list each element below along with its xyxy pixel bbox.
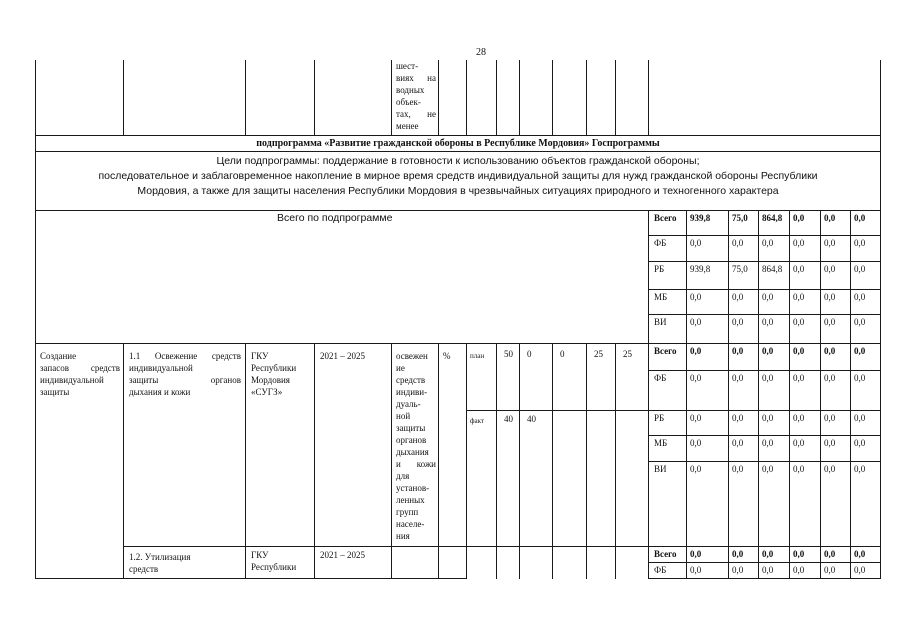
- total-row-value: 0,0: [690, 292, 702, 302]
- grid-line: [728, 210, 729, 344]
- task2-row-value: 0,0: [793, 549, 805, 559]
- task-row-label: Всего: [654, 346, 677, 356]
- task2-row-value: 0,0: [732, 565, 744, 575]
- grid-line: [648, 410, 881, 411]
- total-row-label: РБ: [654, 264, 665, 274]
- fact-value: 40: [504, 414, 513, 424]
- grid-line: [314, 60, 315, 136]
- executor2-line: Республики: [251, 562, 297, 572]
- indicator-line: населе-: [396, 519, 425, 529]
- total-row-label: Всего: [654, 213, 677, 223]
- task-goal-line: защиты: [40, 387, 70, 397]
- fact-value: 40: [527, 414, 536, 424]
- plan-value: 25: [623, 349, 632, 359]
- grid-line: [648, 461, 881, 462]
- total-row-label: ВИ: [654, 317, 667, 327]
- grid-line: [35, 135, 881, 136]
- grid-line: [496, 60, 497, 136]
- task-row-value: 0,0: [824, 464, 836, 474]
- total-row-value: 0,0: [854, 238, 866, 248]
- grid-line: [648, 261, 881, 262]
- indicator-line: установ-: [396, 483, 430, 493]
- grid-line: [438, 60, 439, 136]
- task-row-value: 0,0: [762, 438, 774, 448]
- grid-line: [438, 343, 439, 579]
- task2-row-label: ФБ: [654, 565, 667, 575]
- total-row-value: 0,0: [732, 292, 744, 302]
- total-row-value: 75,0: [732, 264, 748, 274]
- task-row-value: 0,0: [732, 346, 744, 356]
- grid-line: [391, 60, 392, 136]
- grid-line: [615, 343, 616, 579]
- grid-line: [758, 343, 759, 579]
- task-row-value: 0,0: [690, 346, 702, 356]
- indicator-line: ленных: [396, 495, 425, 505]
- total-row-value: 0,0: [824, 213, 836, 223]
- task-goal-line: индивидуальной: [40, 375, 104, 385]
- plan-label: план: [470, 352, 485, 360]
- task-row-value: 0,0: [854, 438, 866, 448]
- task2-row-value: 0,0: [824, 549, 836, 559]
- task2-row-value: 0,0: [854, 549, 866, 559]
- grid-line: [820, 343, 821, 579]
- event-line: защиты органов: [129, 375, 241, 385]
- grid-line: [466, 410, 649, 411]
- grid-line: [686, 210, 687, 344]
- event2-line: средств: [129, 564, 159, 574]
- grid-line: [648, 210, 649, 344]
- top-cell-line: шест-: [396, 61, 419, 71]
- indicator-line: ной: [396, 411, 411, 421]
- grid-line: [466, 60, 467, 136]
- grid-line: [496, 343, 497, 579]
- grid-line: [35, 343, 649, 344]
- task-row-value: 0,0: [793, 346, 805, 356]
- plan-value: 0: [527, 349, 532, 359]
- grid-line: [758, 210, 759, 344]
- page-number: 28: [476, 47, 486, 58]
- subprogram-total-label: Всего по подпрограмме: [277, 212, 393, 224]
- grid-line: [789, 343, 790, 579]
- unit-cell: %: [443, 351, 451, 361]
- grid-line: [586, 343, 587, 579]
- total-row-value: 0,0: [793, 213, 805, 223]
- total-row-value: 75,0: [732, 213, 748, 223]
- total-row-label: МБ: [654, 292, 668, 302]
- indicator-line: органов: [396, 435, 427, 445]
- task-row-value: 0,0: [793, 438, 805, 448]
- total-row-value: 0,0: [793, 238, 805, 248]
- grid-line: [314, 343, 315, 579]
- total-row-value: 0,0: [824, 292, 836, 302]
- grid-line: [615, 60, 616, 136]
- task-row-value: 0,0: [793, 413, 805, 423]
- total-row-value: 864,8: [762, 264, 783, 274]
- event-line: индивидуальной: [129, 363, 193, 373]
- total-row-value: 0,0: [762, 292, 774, 302]
- grid-line: [552, 343, 553, 579]
- task2-row-value: 0,0: [690, 565, 702, 575]
- total-row-value: 0,0: [732, 238, 744, 248]
- task-goal-line: запасов средств: [40, 363, 120, 373]
- task2-row-label: Всего: [654, 549, 677, 559]
- indicator-line: групп: [396, 507, 419, 517]
- total-row-value: 0,0: [793, 292, 805, 302]
- task-row-value: 0,0: [854, 373, 866, 383]
- grid-line: [880, 135, 881, 579]
- task-row-value: 0,0: [762, 373, 774, 383]
- grid-line: [391, 343, 392, 579]
- grid-line: [648, 435, 881, 436]
- task2-row-value: 0,0: [793, 565, 805, 575]
- grid-line: [880, 60, 881, 136]
- goal-line: Цели подпрограммы: поддержание в готовности к использованию объектов гражданской обороны;: [216, 155, 700, 167]
- total-row-value: 0,0: [824, 317, 836, 327]
- task2-row-value: 0,0: [762, 565, 774, 575]
- grid-line: [245, 60, 246, 136]
- grid-line: [35, 60, 36, 136]
- task-row-value: 0,0: [854, 464, 866, 474]
- task-row-value: 0,0: [690, 413, 702, 423]
- total-row-value: 0,0: [793, 317, 805, 327]
- top-cell-line: виях на: [396, 73, 436, 83]
- total-row-value: 0,0: [690, 238, 702, 248]
- total-row-value: 0,0: [824, 238, 836, 248]
- executor-line: «СУГЗ»: [251, 387, 283, 397]
- grid-line: [35, 151, 881, 152]
- task-row-value: 0,0: [732, 438, 744, 448]
- task-row-value: 0,0: [762, 346, 774, 356]
- task-row-label: РБ: [654, 413, 665, 423]
- grid-line: [648, 289, 881, 290]
- grid-line: [648, 562, 881, 563]
- grid-line: [648, 60, 649, 136]
- event-line: 1.1 Освежение средств: [129, 351, 241, 361]
- indicator-line: защиты: [396, 423, 426, 433]
- total-row-value: 0,0: [854, 317, 866, 327]
- task-row-value: 0,0: [732, 413, 744, 423]
- indicator-line: для: [396, 471, 410, 481]
- grid-line: [789, 210, 790, 344]
- indicator-line: дуаль-: [396, 399, 421, 409]
- grid-line: [648, 314, 881, 315]
- top-cell-line: менее: [396, 121, 419, 131]
- task-goal-line: Создание: [40, 351, 77, 361]
- task-row-value: 0,0: [824, 438, 836, 448]
- task-row-value: 0,0: [690, 438, 702, 448]
- grid-line: [519, 343, 520, 579]
- event-line: дыхания и кожи: [129, 387, 191, 397]
- grid-line: [245, 343, 246, 579]
- grid-line: [552, 60, 553, 136]
- grid-line: [648, 370, 881, 371]
- task2-row-value: 0,0: [690, 549, 702, 559]
- indicator-line: ния: [396, 531, 410, 541]
- indicator-line: индиви-: [396, 387, 428, 397]
- task-row-value: 0,0: [762, 464, 774, 474]
- grid-line: [648, 235, 881, 236]
- task-row-value: 0,0: [824, 373, 836, 383]
- goal-line: последовательное и заблаговременное накопление в мирное время средств индивидуальной защиты для нужд гражданской обороны Республики: [98, 170, 818, 182]
- grid-line: [466, 546, 649, 547]
- task-row-value: 0,0: [854, 346, 866, 356]
- grid-line: [820, 210, 821, 344]
- total-row-value: 0,0: [762, 317, 774, 327]
- total-row-value: 0,0: [854, 292, 866, 302]
- total-row-value: 0,0: [762, 238, 774, 248]
- plan-value: 50: [504, 349, 513, 359]
- task-row-value: 0,0: [690, 373, 702, 383]
- top-cell-line: тах, не: [396, 109, 436, 119]
- grid-line: [686, 343, 687, 579]
- total-row-value: 939,8: [690, 213, 711, 223]
- grid-line: [123, 546, 467, 547]
- task2-row-value: 0,0: [824, 565, 836, 575]
- total-row-value: 864,8: [762, 213, 783, 223]
- indicator-line: дыхания: [396, 447, 429, 457]
- task-row-value: 0,0: [732, 373, 744, 383]
- grid-line: [648, 578, 881, 579]
- executor-line: Республики: [251, 363, 297, 373]
- grid-line: [648, 546, 881, 547]
- executor-line: ГКУ: [251, 351, 269, 361]
- task2-row-value: 0,0: [732, 549, 744, 559]
- subprogram-goals: [37, 154, 879, 199]
- task-row-value: 0,0: [824, 346, 836, 356]
- task-row-label: ФБ: [654, 373, 667, 383]
- task-row-value: 0,0: [793, 464, 805, 474]
- task-row-value: 0,0: [793, 373, 805, 383]
- grid-line: [123, 60, 124, 136]
- grid-line: [519, 60, 520, 136]
- fact-label: факт: [470, 417, 485, 425]
- grid-line: [850, 210, 851, 344]
- total-row-label: ФБ: [654, 238, 667, 248]
- plan-value: 0: [560, 349, 565, 359]
- task2-row-value: 0,0: [854, 565, 866, 575]
- indicator-line: освежен: [396, 351, 428, 361]
- goal-line: Мордовия, а также для защиты населения Республики Мордовия в чрезвычайных ситуациях природного и техногенного характера: [137, 185, 779, 197]
- total-row-value: 0,0: [854, 213, 866, 223]
- grid-line: [35, 578, 467, 579]
- event2-line: 1.2. Утилизация: [129, 552, 191, 562]
- indicator-line: и кожи: [396, 459, 436, 469]
- subprogram-title: подпрограмма «Развитие гражданской обороны в Республике Мордовия» Госпрограммы: [256, 138, 660, 149]
- period2-cell: 2021 – 2025: [320, 550, 365, 560]
- grid-line: [586, 60, 587, 136]
- task-row-value: 0,0: [690, 464, 702, 474]
- executor2-line: ГКУ: [251, 550, 269, 560]
- grid-line: [850, 343, 851, 579]
- total-row-value: 0,0: [824, 264, 836, 274]
- task2-row-value: 0,0: [762, 549, 774, 559]
- top-cell-line: водных: [396, 85, 425, 95]
- plan-value: 25: [594, 349, 603, 359]
- indicator-line: ие: [396, 363, 405, 373]
- grid-line: [123, 343, 124, 579]
- total-row-value: 0,0: [793, 264, 805, 274]
- grid-line: [728, 343, 729, 579]
- task-row-value: 0,0: [732, 464, 744, 474]
- grid-line: [648, 343, 881, 344]
- executor-line: Мордовия: [251, 375, 290, 385]
- grid-line: [35, 210, 881, 211]
- grid-line: [648, 343, 649, 579]
- task-row-label: МБ: [654, 438, 668, 448]
- task-row-value: 0,0: [824, 413, 836, 423]
- total-row-value: 0,0: [732, 317, 744, 327]
- total-row-value: 939,8: [690, 264, 711, 274]
- task-row-label: ВИ: [654, 464, 667, 474]
- grid-line: [35, 135, 36, 579]
- task-row-value: 0,0: [762, 413, 774, 423]
- grid-line: [466, 343, 467, 579]
- total-row-value: 0,0: [854, 264, 866, 274]
- task-row-value: 0,0: [854, 413, 866, 423]
- indicator-line: средств: [396, 375, 426, 385]
- period-cell: 2021 – 2025: [320, 351, 365, 361]
- top-cell-line: объек-: [396, 97, 421, 107]
- total-row-value: 0,0: [690, 317, 702, 327]
